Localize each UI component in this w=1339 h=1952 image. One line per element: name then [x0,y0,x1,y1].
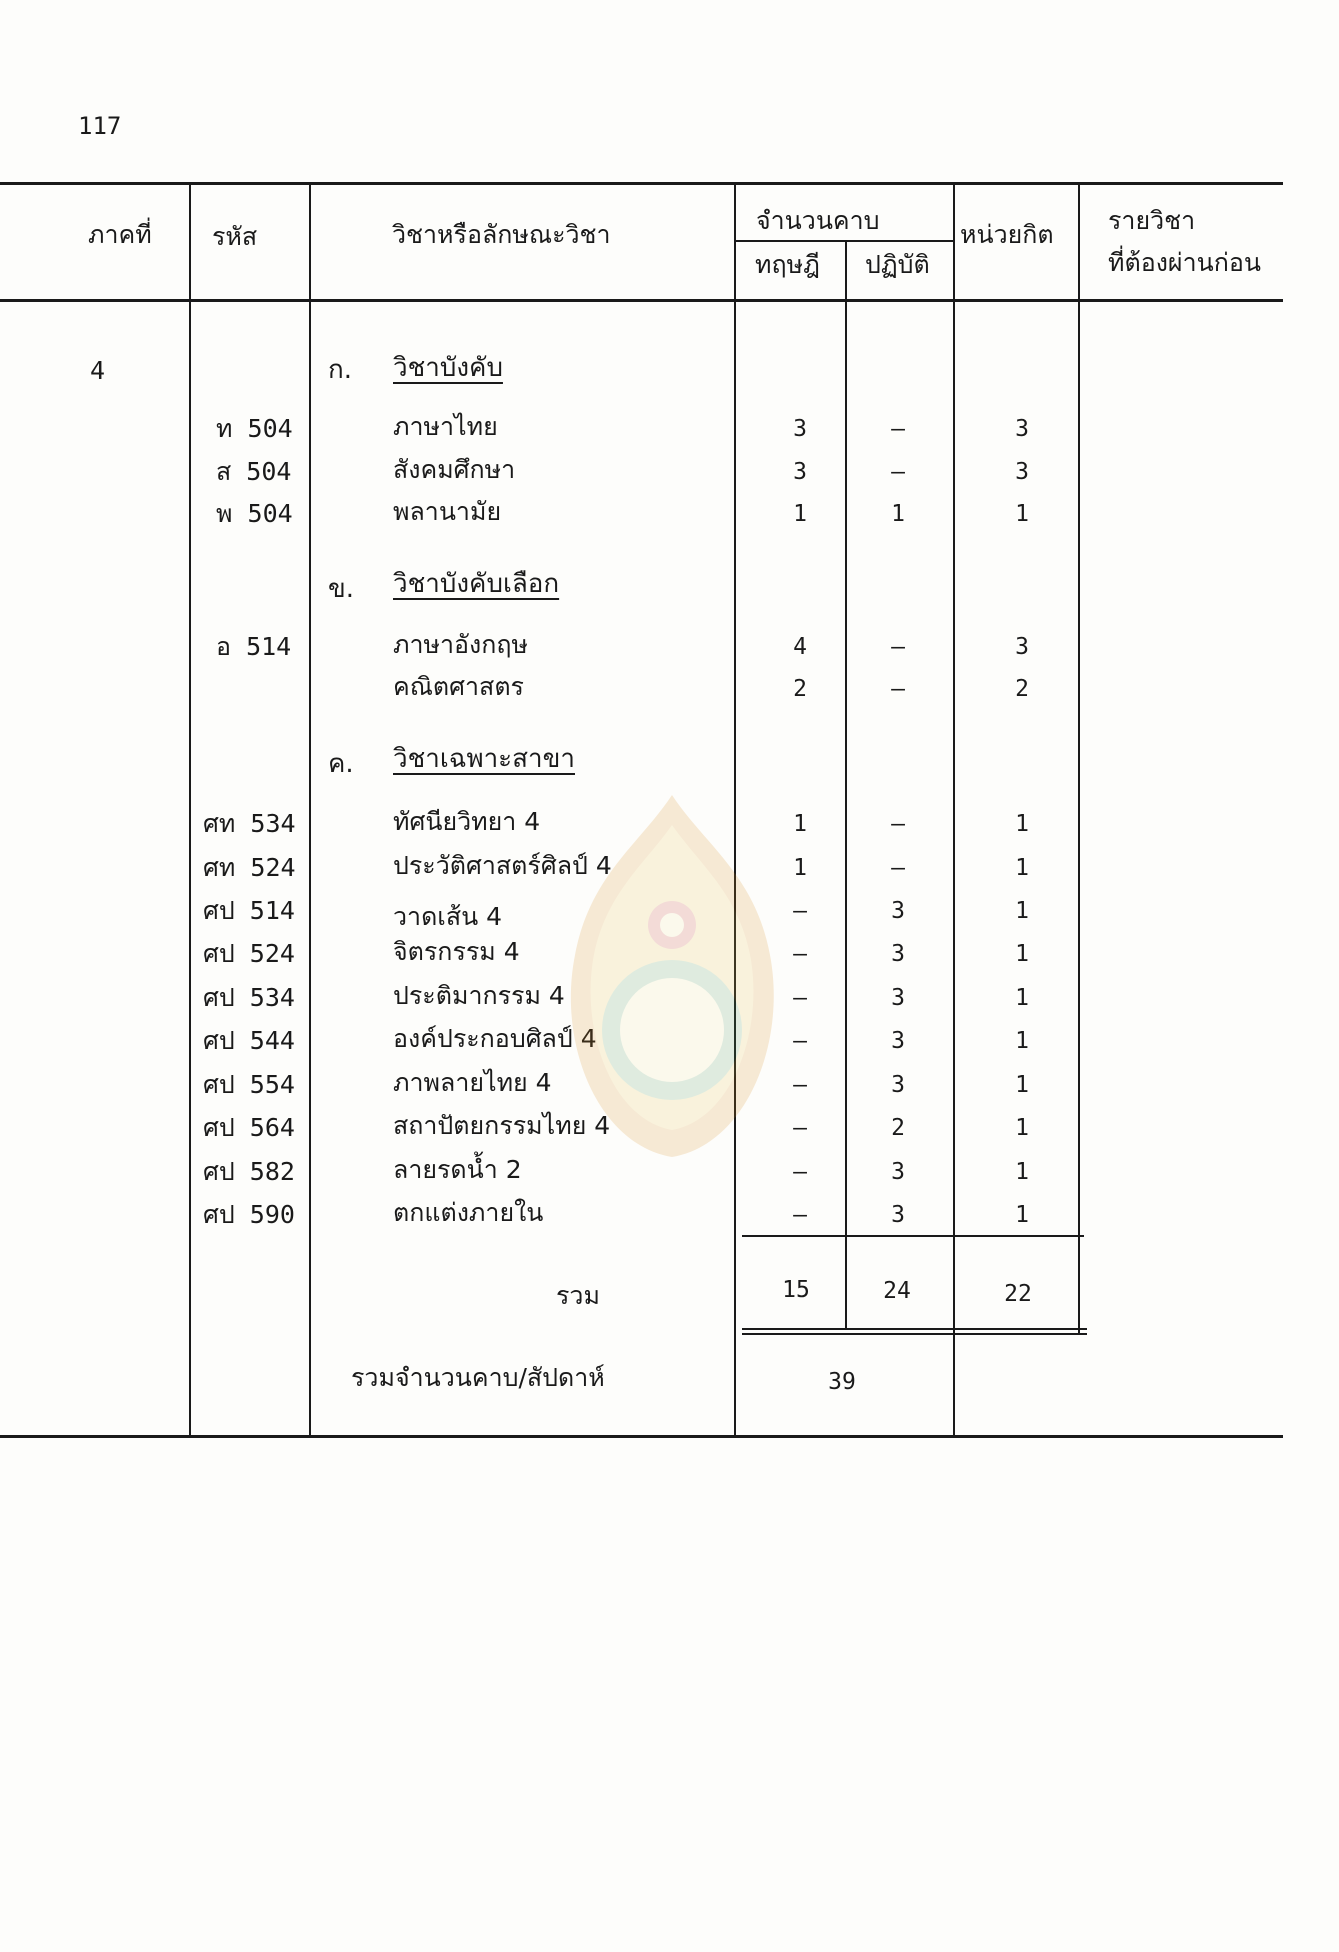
theory-value: 2 [793,676,807,702]
course-code: ศป 582 [203,1157,295,1186]
credits-value: 1 [1015,1159,1029,1185]
credits-value: 1 [1015,898,1029,924]
periods-subheader-rule [735,240,953,242]
course-name: ภาษาอังกฤษ [393,630,529,659]
practice-value: – [891,416,905,442]
course-code: พ 504 [216,499,293,528]
section-title: วิชาบังคับ [393,353,503,383]
course-name: ตกแต่งภายใน [393,1198,544,1227]
totals-bottom-rule-1 [742,1328,1087,1330]
credits-value: 1 [1015,941,1029,967]
course-name: สังคมศึกษา [393,455,516,484]
practice-value: 3 [891,1028,905,1054]
course-code: ส 504 [216,457,292,486]
header-practice: ปฏิบัติ [865,250,930,279]
col-rule-theory [845,240,847,1328]
weekly-periods-value: 39 [828,1369,856,1395]
practice-value: 3 [891,941,905,967]
credits-value: 2 [1015,676,1029,702]
header-code: รหัส [212,222,258,251]
totals-theory: 15 [782,1277,810,1303]
course-code: ศท 524 [203,853,296,882]
section-letter: ก. [328,355,353,385]
theory-value: – [793,1159,807,1185]
practice-value: 3 [891,985,905,1011]
theory-value: 3 [793,416,807,442]
table-bottom-rule [0,1435,1283,1438]
course-code: ศป 514 [203,896,295,925]
course-name: ลายรดน้ำ 2 [393,1155,522,1184]
credits-value: 1 [1015,811,1029,837]
theory-value: 3 [793,459,807,485]
practice-value: – [891,634,905,660]
theory-value: 1 [793,811,807,837]
col-rule-credits [1078,183,1080,1333]
credits-value: 1 [1015,1115,1029,1141]
section-title: วิชาเฉพาะสาขา [393,744,575,774]
header-prereq-line2: ที่ต้องผ่านก่อน [1108,248,1261,277]
practice-value: 1 [891,501,905,527]
header-credits: หน่วยกิต [960,220,1054,249]
course-name: ภาพลายไทย 4 [393,1068,552,1097]
practice-value: – [891,459,905,485]
course-name: พลานามัย [393,497,502,526]
course-code: อ 514 [216,632,292,661]
section-title: วิชาบังคับเลือก [393,569,560,599]
totals-bottom-rule-2 [742,1333,1087,1335]
totals-top-rule [742,1235,1084,1237]
weekly-periods-label: รวมจำนวนคาบ/สัปดาห์ [351,1363,605,1392]
course-name: สถาปัตยกรรมไทย 4 [393,1111,611,1140]
semester-value: 4 [90,356,106,385]
practice-value: 2 [891,1115,905,1141]
course-code: ท 504 [216,414,293,443]
header-bottom-rule [0,299,1283,302]
credits-value: 3 [1015,459,1029,485]
theory-value: – [793,1202,807,1228]
theory-value: 4 [793,634,807,660]
header-subject: วิชาหรือลักษณะวิชา [392,220,611,249]
theory-value: 1 [793,855,807,881]
course-code: ศป 554 [203,1070,295,1099]
practice-value: – [891,855,905,881]
credits-value: 3 [1015,634,1029,660]
course-name: คณิตศาสตร [393,672,524,701]
col-rule-practice [953,183,955,1437]
course-code: ศป 534 [203,983,295,1012]
credits-value: 1 [1015,501,1029,527]
course-code: ศป 564 [203,1113,295,1142]
page-number: 117 [78,112,122,140]
theory-value: – [793,1028,807,1054]
course-name: ประวัติศาสตร์ศิลป์ 4 [393,851,612,880]
totals-credits: 22 [1004,1281,1032,1307]
theory-value: – [793,1072,807,1098]
section-letter: ข. [328,574,355,604]
course-code: ศป 590 [203,1200,295,1229]
credits-value: 1 [1015,855,1029,881]
practice-value: 3 [891,898,905,924]
theory-value: – [793,941,807,967]
header-theory: ทฤษฎี [755,250,820,279]
header-prereq-line1: รายวิชา [1108,206,1196,235]
theory-value: – [793,1115,807,1141]
course-name: ประติมากรรม 4 [393,981,565,1010]
course-name: องค์ประกอบศิลป์ 4 [393,1024,597,1053]
course-name: ภาษาไทย [393,412,498,441]
theory-value: 1 [793,501,807,527]
credits-value: 1 [1015,1072,1029,1098]
practice-value: 3 [891,1072,905,1098]
totals-practice: 24 [883,1278,911,1304]
course-name: วาดเส้น 4 [393,902,503,931]
theory-value: – [793,985,807,1011]
col-rule-semester [189,183,191,1437]
course-name: ทัศนียวิทยา 4 [393,807,541,836]
credits-value: 1 [1015,1028,1029,1054]
course-name: จิตรกรรม 4 [393,937,520,966]
watermark-seal-icon [555,785,790,1165]
table-top-rule [0,182,1283,185]
credits-value: 1 [1015,985,1029,1011]
practice-value: – [891,811,905,837]
totals-label: รวม [556,1281,600,1310]
credits-value: 3 [1015,416,1029,442]
theory-value: – [793,898,807,924]
practice-value: 3 [891,1159,905,1185]
practice-value: – [891,676,905,702]
col-rule-code [309,183,311,1437]
section-letter: ค. [328,749,354,779]
header-semester: ภาคที่ [88,220,152,249]
course-code: ศป 524 [203,939,295,968]
header-periods: จำนวนคาบ [756,206,880,235]
course-code: ศท 534 [203,809,296,838]
course-code: ศป 544 [203,1026,295,1055]
credits-value: 1 [1015,1202,1029,1228]
practice-value: 3 [891,1202,905,1228]
